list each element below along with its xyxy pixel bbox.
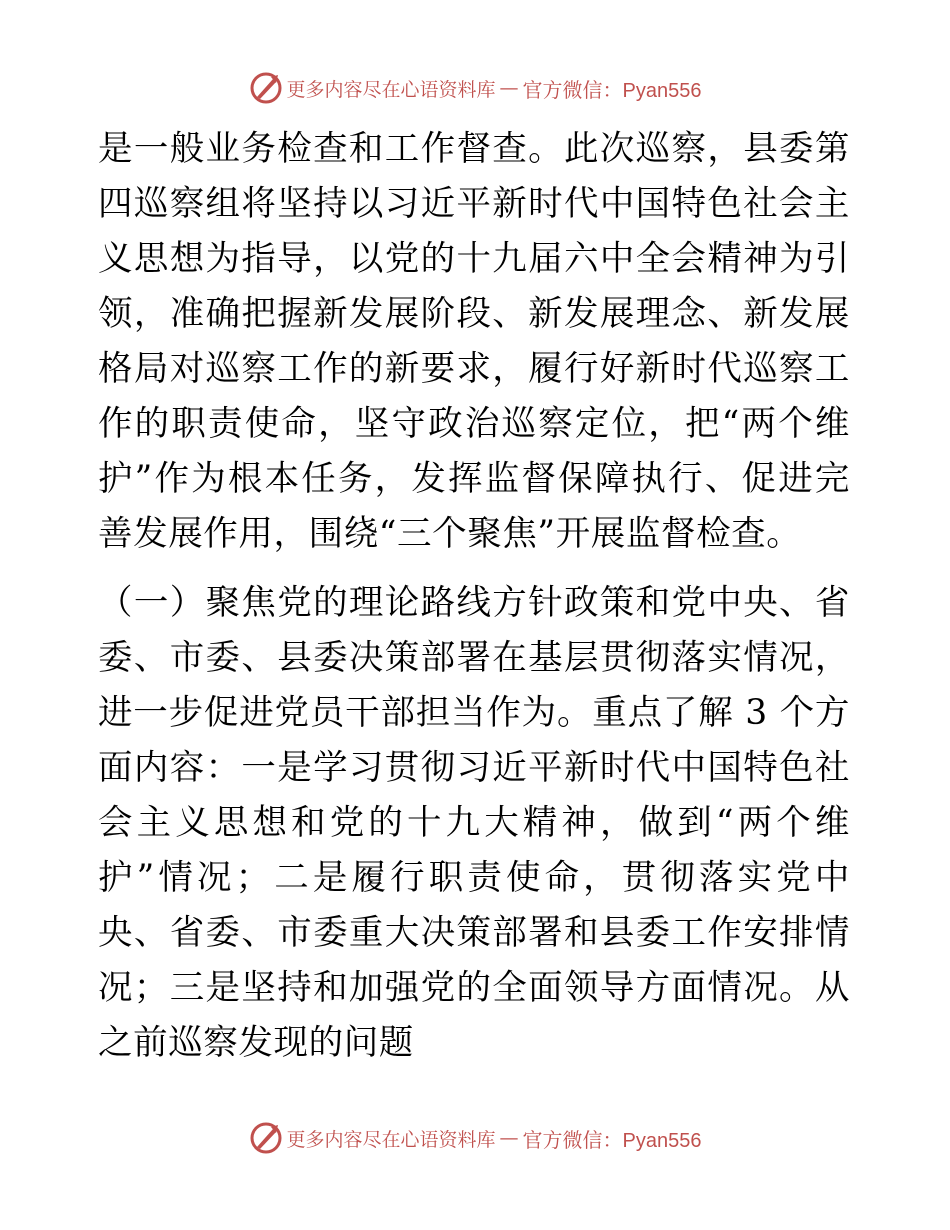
quill-logo-icon [249, 1121, 283, 1155]
document-body [98, 122, 850, 1071]
watermark-text: 更多内容尽在心语资料库 [286, 1128, 496, 1151]
watermark-dash: — [499, 77, 519, 99]
header-watermark [0, 68, 950, 108]
watermark-text: 更多内容尽在心语资料库 [286, 78, 496, 101]
watermark-contact: 官方微信：Pyan556 [522, 79, 702, 102]
quill-logo-icon [249, 71, 283, 105]
watermark-dash: — [499, 1127, 519, 1149]
paragraph-1: 是一般业务检查和工作督查。此次巡察，县委第四巡察组将坚持以习近平新时代中国特色社会主义思想为指导，以党的十九届六中全会精神为引领，准确把握新发展阶段、新发展理念、新发展格局对巡察工作的新要求，履行好新时代巡察工作的职责使命，坚守政治巡察定位，把“两个维护”作为根本任务，发挥监督保障执行、促进完善发展作用，围绕“三个聚焦”开展监督检查。 [98, 129, 850, 554]
watermark-contact: 官方微信：Pyan556 [522, 1129, 702, 1152]
paragraph-2: （一）聚焦党的理论路线方针政策和党中央、省委、市委、县委决策部署在基层贯彻落实情况，进一步促进党员干部担当作为。重点了解 3 个方面内容：一是学习贯彻习近平新时代中国特色社会主义思想和党的十九大精神，做到“两个维护”情况；二是履行职责使命，贯彻落实党中央、省委、市委重大决策部署和县委工作安排情况；三是坚持和加强党的全面领导方面情况。从之前巡察发现的问题 [98, 583, 850, 1063]
footer-watermark [0, 1118, 950, 1158]
